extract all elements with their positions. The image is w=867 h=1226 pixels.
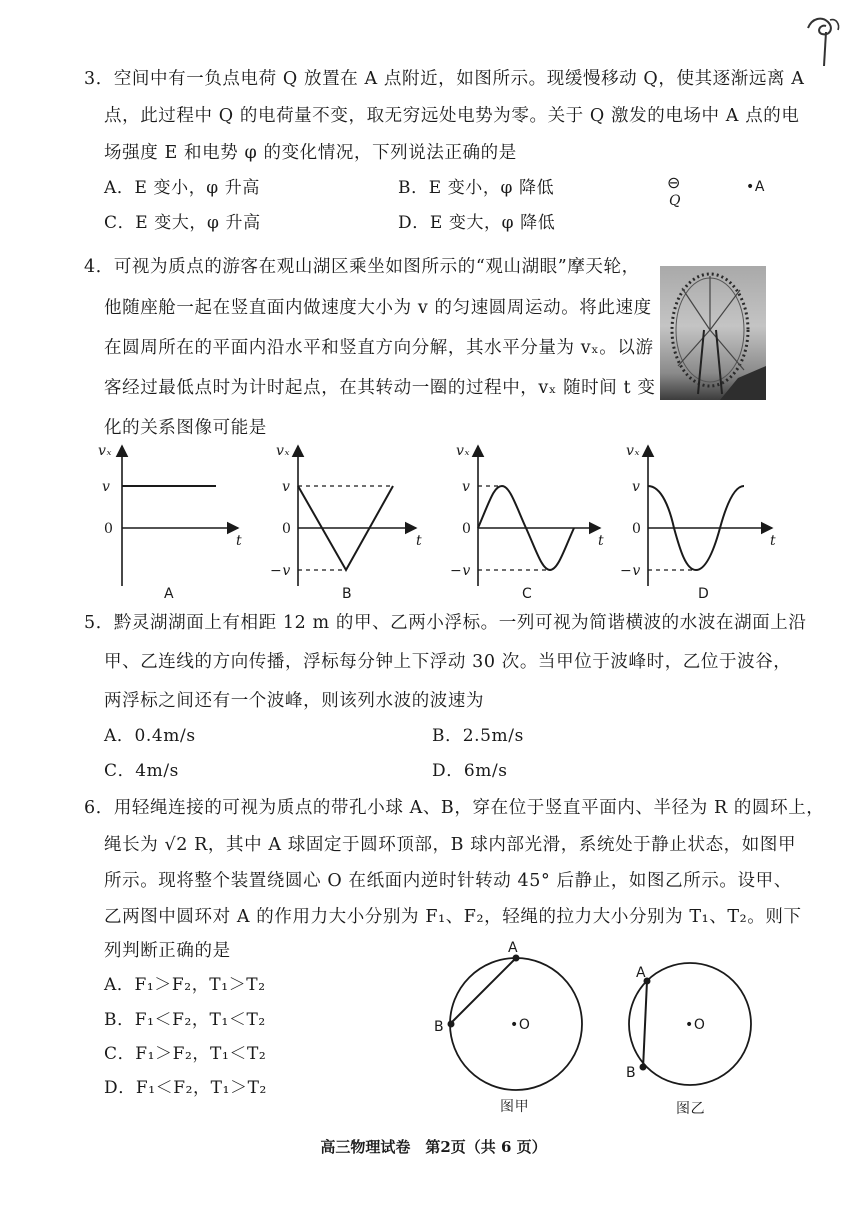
graph-d-caption: D [698,586,710,602]
graph-a-vx-label: vₓ [98,443,113,459]
graph-b-zero-label: 0 [282,521,292,537]
page-footer: 高三物理试卷 第2页（共 6 页） [320,1138,547,1156]
q5-option-d: D．6m/s [432,761,508,781]
q3-option-a: A．E 变小，φ 升高 [104,178,260,198]
q3-point-a-label: •A [746,179,766,195]
graph-c-caption: C [522,586,533,602]
graph-c-neg-v-label: −v [450,563,471,579]
fig-jia-label-a: A [508,940,519,956]
fig-yi-label-o: •O [685,1017,706,1033]
q5-stem-line-2: 甲、乙连线的方向传播，浮标每分钟上下浮动 30 次。当甲位于波峰时，乙位于波谷， [104,652,792,672]
q4-stem-line-1: 4．可视为质点的游客在观山湖区乘坐如图所示的“观山湖眼”摩天轮， [84,257,640,277]
q6-stem-line-1: 6．用轻绳连接的可视为质点的带孔小球 A、B，穿在位于竖直平面内、半径为 R 的圆环上， [84,798,825,818]
graph-d-zero-label: 0 [632,521,642,537]
q3-option-c: C．E 变大，φ 升高 [104,213,261,233]
graph-c-vx-label: vₓ [456,443,471,459]
q3-option-d: D．E 变大，φ 降低 [398,213,556,233]
q5-option-c: C．4m/s [104,761,179,781]
graph-b-vx-label: vₓ [276,443,291,459]
q5-option-b: B．2.5m/s [432,726,524,746]
graph-c-t-label: t [598,533,605,549]
q3-stem-line-3: 场强度 E 和电势 φ 的变化情况，下列说法正确的是 [104,143,517,163]
fig-jia-label-o: •O [510,1017,531,1033]
fig-yi-rope [643,981,647,1069]
fig-jia-caption: 图甲 [500,1099,530,1115]
graph-d-v-label: v [632,479,641,495]
q5-stem-line-1: 5．黔灵湖湖面上有相距 12 m 的甲、乙两小浮标。一列可视为简谐横波的水波在湖面上沿 [84,613,807,633]
fig-yi-label-a: A [636,965,647,981]
graph-d-t-label: t [770,533,777,549]
q3-stem-line-2: 点，此过程中 Q 的电荷量不变，取无穷远处电势为零。关于 Q 激发的电场中 A 点的电 [104,106,800,126]
graph-a-t-label: t [236,533,243,549]
q6-option-d: D．F₁＜F₂，T₁＞T₂ [104,1078,267,1098]
fig-jia-ball-b [448,1021,455,1028]
graph-b-caption: B [342,586,353,602]
q3-stem-line-1: 3．空间中有一负点电荷 Q 放置在 A 点附近，如图所示。现缓慢移动 Q，使其逐渐远离 A [84,69,805,89]
q3-option-b: B．E 变小，φ 降低 [398,178,555,198]
fig-jia-rope [450,958,516,1024]
graph-a-v-label: v [102,479,111,495]
graph-b-neg-v-label: −v [270,563,291,579]
q5-stem-line-3: 两浮标之间还有一个波峰，则该列水波的波速为 [104,691,485,711]
graph-d-vx-label: vₓ [626,443,641,459]
q6-stem-line-3: 所示。现将整个装置绕圆心 O 在纸面内逆时针转动 45° 后静止，如图乙所示。设甲、 [104,871,792,891]
graph-b-t-label: t [416,533,423,549]
q6-stem-line-4: 乙两图中圆环对 A 的作用力大小分别为 F₁、F₂，轻绳的拉力大小分别为 T₁、T₂。则下 [104,907,802,927]
q4-stem-line-4: 客经过最低点时为计时起点，在其转动一圈的过程中，vₓ 随时间 t 变 [104,378,656,398]
graph-b-v-label: v [282,479,291,495]
graph-c-zero-label: 0 [462,521,472,537]
graph-d-neg-v-label: −v [620,563,641,579]
q3-charge-symbol: ⊖ [667,173,682,192]
q4-stem-line-3: 在圆周所在的平面内沿水平和竖直方向分解，其水平分量为 vₓ。以游 [104,338,654,358]
q6-option-a: A．F₁＞F₂，T₁＞T₂ [104,975,266,995]
q6-stem-line-2: 绳长为 √2 R，其中 A 球固定于圆环顶部，B 球内部光滑，系统处于静止状态，如图甲 [104,835,797,855]
q5-option-a: A．0.4m/s [104,726,196,746]
q6-option-c: C．F₁＞F₂，T₁＜T₂ [104,1044,267,1064]
graph-c-v-label: v [462,479,471,495]
q6-option-b: B．F₁＜F₂，T₁＜T₂ [104,1010,266,1030]
fig-yi-caption: 图乙 [676,1101,706,1117]
fig-yi-label-b: B [626,1065,637,1081]
q4-stem-line-2: 他随座舱一起在竖直面内做速度大小为 v 的匀速圆周运动。将此速度 [104,298,652,318]
corner-stamp-mark [800,8,846,70]
fig-yi-ball-b [640,1064,647,1071]
q4-stem-line-5: 化的关系图像可能是 [104,418,267,438]
graph-a-caption: A [164,586,175,602]
fig-jia-label-b: B [434,1019,445,1035]
graph-a-zero-label: 0 [104,521,114,537]
q6-stem-line-5: 列判断正确的是 [104,941,231,961]
q3-charge-label: Q [669,193,682,209]
